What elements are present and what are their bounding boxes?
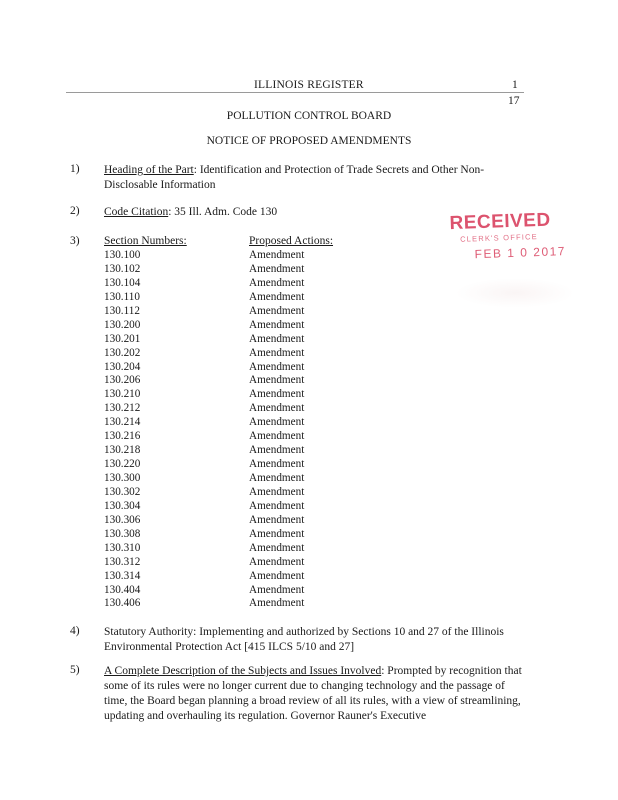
section-number: 130.310 [104,541,141,554]
proposed-action: Amendment [249,360,305,373]
item-number: 4) [70,625,80,637]
stamp-title: RECEIVED [449,209,551,235]
section-number: 130.214 [104,416,141,429]
section-number: 130.216 [104,430,141,443]
scan-smudge [455,278,575,308]
item-heading-of-part [104,163,524,193]
section-number: 130.306 [104,513,141,526]
item-number: 5) [70,664,80,676]
proposed-action: Amendment [249,332,305,345]
item-body: : Prompted by recognition that some of its rules were no longer current due to changing technology and the passage of time, the Board began planning a broad review of all its rules, with a view of streamlining, updating and overhauling its regulation. Governor Rauner's Executive [104,665,522,722]
section-numbers-heading: Section Numbers: [104,235,187,247]
proposed-action: Amendment [249,513,305,526]
proposed-action: Amendment [249,374,305,387]
section-number: 130.204 [104,360,141,373]
section-number: 130.200 [104,318,141,331]
section-number: 130.220 [104,458,141,471]
proposed-action: Amendment [249,458,305,471]
stamp-office: CLERK'S OFFICE [459,232,539,244]
item-number: 3) [70,235,80,247]
proposed-action: Amendment [249,388,305,401]
section-number: 130.201 [104,332,141,345]
proposed-action: Amendment [249,485,305,498]
item-label: Code Citation [104,206,169,218]
proposed-action: Amendment [249,318,305,331]
proposed-action: Amendment [249,402,305,415]
section-number: 130.104 [104,276,141,289]
section-number: 130.218 [104,444,141,457]
received-stamp [449,209,571,262]
item-statutory-authority: Statutory Authority: Implementing and authorized by Sections 10 and 27 of the Illinois Environmental Protection Act [415 ILCS 5/10 and 27] [104,626,504,653]
proposed-action: Amendment [249,569,305,582]
section-number: 130.100 [104,249,141,261]
proposed-action: Amendment [249,346,305,359]
proposed-action-list [249,249,304,611]
section-number-list [104,249,140,611]
item-description [104,664,524,724]
proposed-action: Amendment [249,416,305,429]
section-number: 130.202 [104,346,141,359]
proposed-action: Amendment [249,583,305,596]
notice-title: NOTICE OF PROPOSED AMENDMENTS [206,135,412,147]
proposed-action: Amendment [249,290,305,303]
proposed-action: Amendment [249,597,305,610]
section-number: 130.300 [104,472,141,484]
section-number: 130.406 [104,597,141,610]
section-number: 130.302 [104,485,141,498]
proposed-action: Amendment [249,444,305,457]
section-number: 130.404 [104,583,141,596]
section-number: 130.212 [104,402,141,415]
proposed-action: Amendment [249,499,305,512]
section-number: 130.308 [104,527,141,540]
item-number: 2) [70,205,80,217]
page-number-secondary: 17 [508,95,520,107]
page-number: 1 [512,79,518,91]
section-number: 130.112 [104,304,140,317]
proposed-action: Amendment [249,555,305,568]
section-number: 130.206 [104,374,141,387]
section-number: 130.304 [104,499,141,512]
proposed-action: Amendment [249,527,305,540]
item-body: : 35 Ill. Adm. Code 130 [168,206,278,218]
section-number: 130.312 [104,555,141,568]
proposed-action: Amendment [249,262,305,275]
section-number: 130.102 [104,262,141,275]
proposed-action: Amendment [249,541,305,554]
item-label: A Complete Description of the Subjects and Issues Involved [104,665,382,677]
agency-name: POLLUTION CONTROL BOARD [226,110,392,122]
proposed-action: Amendment [249,276,305,289]
register-title: ILLINOIS REGISTER [254,79,364,91]
section-number: 130.314 [104,569,141,582]
proposed-action: Amendment [249,249,305,261]
section-number: 130.210 [104,388,141,401]
proposed-action: Amendment [249,472,305,484]
proposed-action: Amendment [249,430,305,443]
item-number: 1) [70,163,80,175]
proposed-action: Amendment [249,304,305,317]
section-number: 130.110 [104,290,140,303]
proposed-actions-heading: Proposed Actions: [249,235,334,247]
item-body: : Identification and Protection of Trade Secrets and Other Non-Disclosable Information [104,164,485,191]
item-label: Heading of the Part [104,164,194,176]
stamp-date: FEB 1 0 2017 [474,244,567,262]
